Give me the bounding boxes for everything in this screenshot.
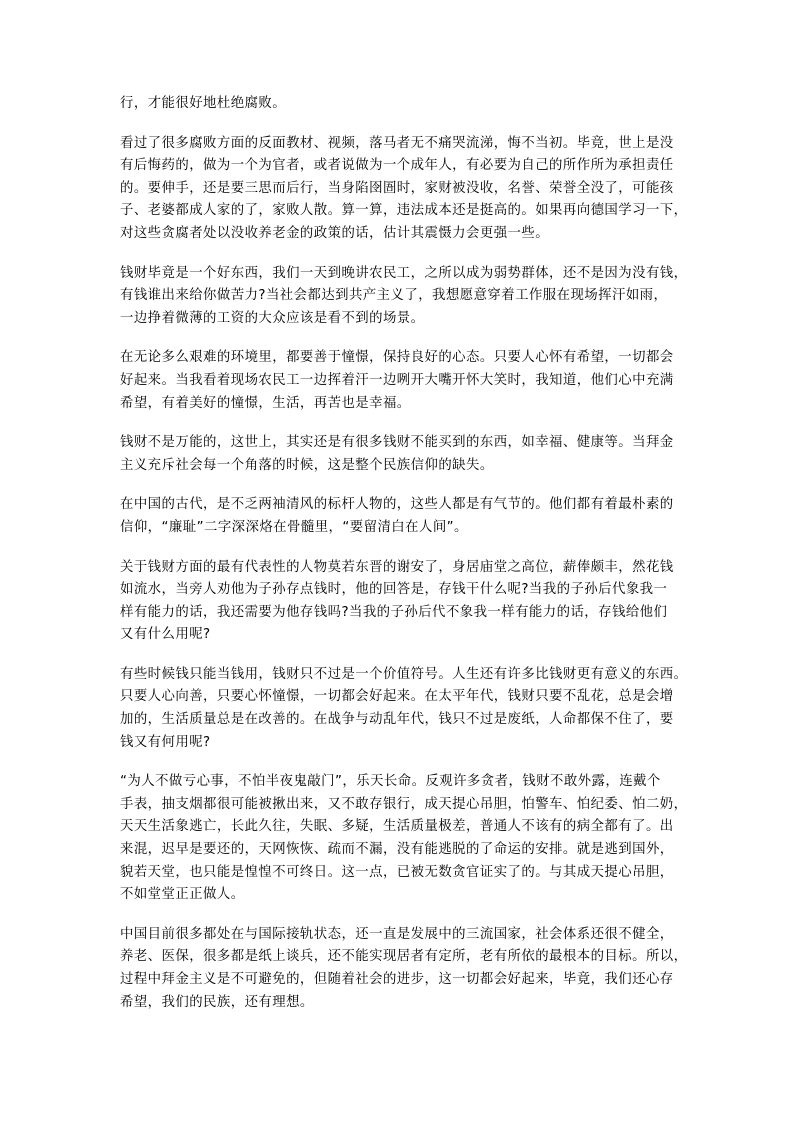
text-line: 钱财不是万能的，这世上，其实还是有很多钱财不能买到的东西，如幸福、健康等。当拜金 bbox=[120, 435, 674, 451]
text-line: 希望，我们的民族，还有理想。 bbox=[120, 994, 314, 1010]
text-line: 有钱谁出来给你做苦力?当社会都达到共产主义了，我想愿意穿着工作服在现场挥汗如雨， bbox=[120, 288, 668, 304]
text-line: 天天生活象逃亡，长此久往，失眠、多疑，生活质量极差，普通人不该有的病全都有了。出 bbox=[120, 819, 674, 835]
text-line: 又有什么用呢? bbox=[120, 627, 211, 643]
paragraph bbox=[120, 924, 688, 1014]
text-line: 有些时候钱只能当钱用，钱财只不过是一个价值符号。人生还有许多比钱财更有意义的东西。 bbox=[120, 666, 688, 682]
text-line: 只要人心向善，只要心怀憧憬，一切都会好起来。在太平年代，钱财只要不乱花，总是会增 bbox=[120, 689, 674, 705]
document-body bbox=[120, 93, 688, 1031]
paragraph bbox=[120, 347, 676, 415]
text-line: 样有能力的话，我还需要为他存钱吗?当我的子孙后代不象我一样有能力的话，存钱给他们 bbox=[120, 604, 668, 620]
text-line: 钱财毕竟是一个好东西，我们一天到晚讲农民工，之所以成为弱势群体，还不是因为没有钱， bbox=[120, 265, 688, 281]
paragraph bbox=[120, 557, 676, 647]
text-line: 貌若天堂，也只能是惶惶不可终日。这一点，已被无数贪官证实了的。与其成天提心吊胆， bbox=[120, 864, 674, 880]
text-line: 在无论多么艰难的环境里，都要善于憧憬，保持良好的心态。只要人心怀有希望，一切都会 bbox=[120, 350, 674, 366]
text-line: 一边挣着微薄的工资的大众应该是看不到的场景。 bbox=[120, 310, 425, 326]
text-line: 信仰，“廉耻”二字深深烙在骨髓里，“要留清白在人间”。 bbox=[120, 519, 468, 535]
text-line: 在中国的古代，是不乏两袖清风的标杆人物的，这些人都是有气节的。他们都有着最朴素的 bbox=[120, 497, 674, 513]
paragraph bbox=[120, 263, 688, 331]
text-line: 有后悔药的，做为一个为官者，或者说做为一个成年人，有必要为自己的所作所为承担责任 bbox=[120, 158, 674, 174]
paragraph bbox=[120, 494, 676, 539]
text-line: 看过了很多腐败方面的反面教材、视频，落马者无不痛哭流涕，悔不当初。毕竟，世上是没 bbox=[120, 135, 674, 151]
text-line: 不如堂堂正正做人。 bbox=[120, 887, 245, 903]
paragraph bbox=[120, 771, 688, 907]
text-line: 养老、医保，很多都是纸上谈兵，还不能实现居者有定所，老有所依的最根本的目标。所以， bbox=[120, 949, 688, 965]
text-line: 对这些贪腐者处以没收养老金的政策的话，估计其震慑力会更强一些。 bbox=[120, 225, 550, 241]
text-line: 关于钱财方面的最有代表性的人物莫若东晋的谢安了，身居庙堂之高位，薪俸颇丰，然花钱 bbox=[120, 559, 674, 575]
paragraph bbox=[120, 664, 688, 754]
text-line: “为人不做亏心事，不怕半夜鬼敲门”，乐天长命。反观许多贪者，钱财不敢外露，连戴个 bbox=[120, 774, 661, 790]
text-line: 来混，迟早是要还的，天网恢恢、疏而不漏，没有能逃脱的了命运的安排。就是逃到国外， bbox=[120, 842, 674, 858]
text-line: 加的，生活质量总是在改善的。在战争与动乱年代，钱只不过是废纸，人命都保不住了，要 bbox=[120, 712, 674, 728]
text-line: 中国目前很多都处在与国际接轨状态，还一直是发展中的三流国家，社会体系还很不健全， bbox=[120, 926, 674, 942]
text-line: 希望，有着美好的憧憬，生活，再苦也是幸福。 bbox=[120, 395, 411, 411]
text-line: 如流水，当旁人劝他为子孙存点钱时，他的回答是，存钱干什么呢?当我的子孙后代象我一 bbox=[120, 582, 668, 598]
text-line: 的。要伸手，还是要三思而后行，当身陷囹圄时，家财被没收，名誉、荣誉全没了，可能孩 bbox=[120, 180, 674, 196]
paragraph bbox=[120, 133, 688, 246]
text-line: 行，才能很好地杜绝腐败。 bbox=[120, 96, 287, 111]
text-line: 子、老婆都成人家的了，家败人散。算一算，违法成本还是挺高的。如果再向德国学习一下， bbox=[120, 203, 688, 219]
text-line: 过程中拜金主义是不可避免的，但随着社会的进步，这一切都会好起来，毕竟，我们还心存 bbox=[120, 972, 674, 987]
text-line: 主义充斥社会每一个角落的时候，这是整个民族信仰的缺失。 bbox=[120, 457, 494, 473]
paragraph bbox=[120, 432, 676, 477]
paragraph bbox=[120, 93, 676, 116]
text-line: 好起来。当我看着现场农民工一边挥着汗一边咧开大嘴开怀大笑时，我知道，他们心中充满 bbox=[120, 372, 674, 388]
text-line: 手表，抽支烟都很可能被揪出来，又不敢存银行，成天提心吊胆，怕警车、怕纪委、怕二奶， bbox=[120, 796, 688, 812]
text-line: 钱又有何用呢? bbox=[120, 734, 211, 750]
